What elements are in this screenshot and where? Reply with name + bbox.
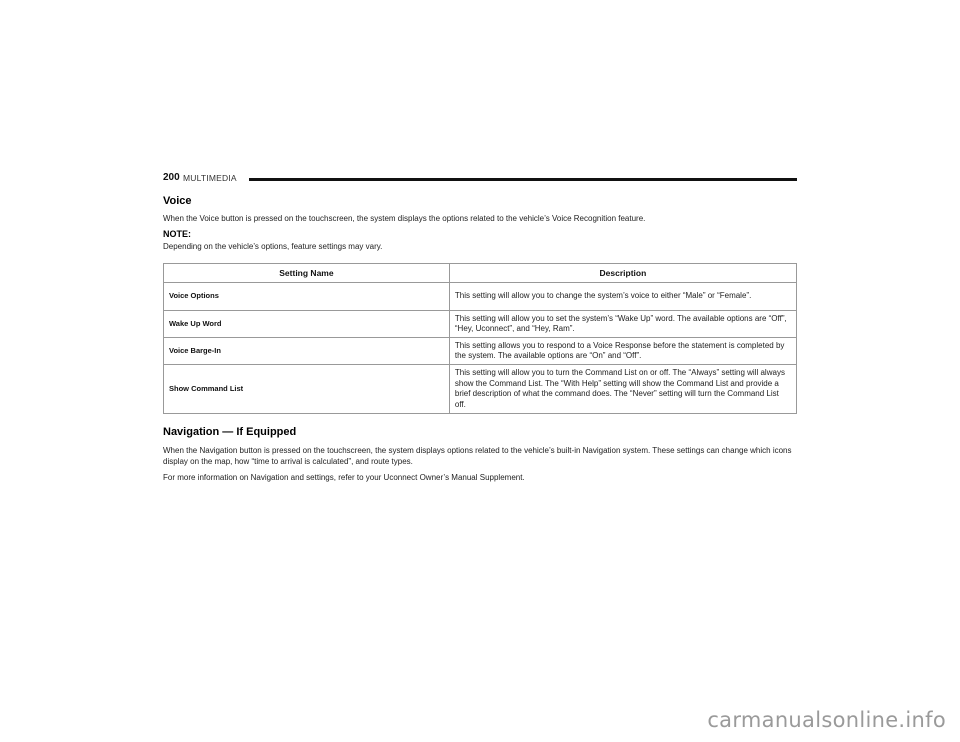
voice-settings-table xyxy=(163,263,797,414)
header-rule xyxy=(249,178,797,181)
column-header-setting-name: Setting Name xyxy=(164,264,450,283)
setting-name: Voice Options xyxy=(164,283,450,311)
table-header-row xyxy=(164,264,797,283)
setting-name: Voice Barge-In xyxy=(164,338,450,365)
voice-heading: Voice xyxy=(163,195,192,207)
table-row xyxy=(164,311,797,338)
setting-name: Wake Up Word xyxy=(164,311,450,338)
table-row xyxy=(164,365,797,414)
setting-description: This setting will allow you to set the system’s “Wake Up” word. The available options are “Off”, “Hey, Uconnect”, and “Hey, Ram”. xyxy=(449,311,796,338)
table-row xyxy=(164,283,797,311)
note-text: Depending on the vehicle’s options, feature settings may vary. xyxy=(163,242,383,251)
column-header-description: Description xyxy=(449,264,796,283)
section-title: MULTIMEDIA xyxy=(183,173,237,183)
setting-name: Show Command List xyxy=(164,365,450,414)
voice-intro: When the Voice button is pressed on the touchscreen, the system displays the options related to the vehicle’s Voice Recognition feature. xyxy=(163,214,646,223)
table-row xyxy=(164,338,797,365)
page-header xyxy=(163,172,797,186)
note-label: NOTE: xyxy=(163,229,191,239)
page-number: 200 xyxy=(163,172,180,183)
setting-description: This setting will allow you to turn the Command List on or off. The “Always” setting will always show the Command List. The “With Help” setting will show the Command List and provide a brief description of what the command does. The “Never” setting will turn the Command List off. xyxy=(449,365,796,414)
navigation-reference: For more information on Navigation and settings, refer to your Uconnect Owner’s Manual Supplement. xyxy=(163,473,525,482)
navigation-heading: Navigation — If Equipped xyxy=(163,426,297,438)
setting-description: This setting will allow you to change the system’s voice to either “Male” or “Female”. xyxy=(449,283,796,311)
navigation-paragraph: When the Navigation button is pressed on the touchscreen, the system displays options related to the vehicle’s built-in Navigation system. These settings can change which icons display on the map, how “time to arrival is calculated”, and route types. xyxy=(163,446,792,466)
watermark-text: carmanualsonline.info xyxy=(707,708,946,732)
setting-description: This setting allows you to respond to a Voice Response before the statement is completed by the system. The available options are “On” and “Off”. xyxy=(449,338,796,365)
